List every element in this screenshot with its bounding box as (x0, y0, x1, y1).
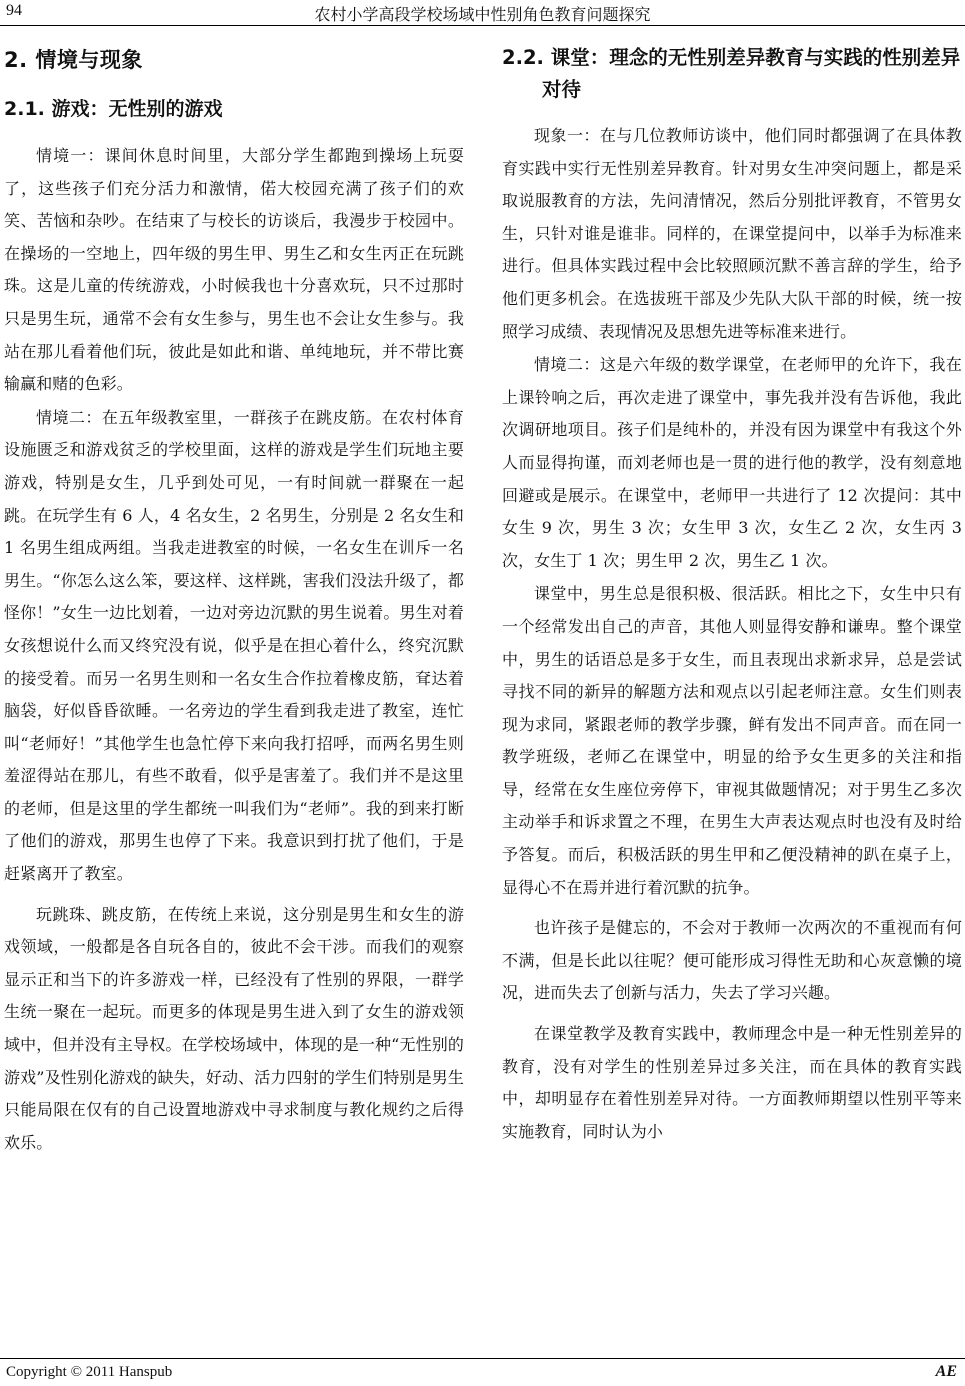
subsection-heading-classroom: 2.2. 课堂：理念的无性别差异教育与实践的性别差异对待 (502, 46, 961, 101)
paragraph: 玩跳珠、跳皮筋，在传统上来说，这分别是男生和女生的游戏领域，一般都是各自玩各自的，彼此不会干涉。而我们的观察显示正和当下的许多游戏一样，已经没有了性别的界限，一群学生统一聚在一起玩。而更多的体现是男生进入到了女生的游戏领域中，但并没有主导权。在学校场域中，体现的是一种“无性别的游戏”及性别化游戏的缺失，好动、活力四射的学生们特别是男生只能局限在仅有的自己设置地游戏中寻求制度与教化规约之后得欢乐。 (4, 904, 464, 1152)
footer-divider (0, 1358, 965, 1359)
header-divider (0, 25, 965, 26)
page-footer (0, 1358, 965, 1386)
section-heading: 2. 情境与现象 (4, 48, 143, 72)
page-number: 94 (6, 2, 22, 19)
copyright-notice: Copyright © 2011 Hanspub (6, 1364, 173, 1380)
paragraph: 在课堂教学及教育实践中，教师理念中是一种无性别差异的教育，没有对学生的性别差异过多关注，而在具体的教育实践中，却明显存在着性别差异对待。一方面教师期望以性别平等来实施教育，同时认为小 (502, 1024, 962, 1141)
running-title: 农村小学高段学校场域中性别角色教育问题探究 (314, 5, 651, 24)
paragraph: 也许孩子是健忘的，不会对于教师一次两次的不重视而有何不满，但是长此以往呢？便可能形成习得性无助和心灰意懒的境况，进而失去了创新与活力，失去了学习兴趣。 (502, 918, 962, 1003)
journal-abbreviation: AE (935, 1363, 957, 1380)
paragraph: 现象一：在与几位教师访谈中，他们同时都强调了在具体教育实践中实行无性别差异教育。针对男女生冲突问题上，都是采取说服教育的方法，先问清情况，然后分别批评教育，不管男女生，只针对谁是谁非。同样的，在课堂提问中，以举手为标准来进行。但具体实践过程中会比较照顾沉默不善言辞的学生，给予他们更多机会。在选拔班干部及少先队大队干部的时候，统一按照学习成绩、表现情况及思想先进等标准来进行。 (502, 126, 962, 341)
paragraph: 情境一：课间休息时间里，大部分学生都跑到操场上玩耍了，这些孩子们充分活力和激情，偌大校园充满了孩子们的欢笑、苦恼和杂吵。在结束了与校长的访谈后，我漫步于校园中。在操场的一空地上，四年级的男生甲、男生乙和女生丙正在玩跳珠。这是儿童的传统游戏，小时候我也十分喜欢玩，只不过那时只是男生玩，通常不会有女生参与，男生也不会让女生参与。我站在那儿看着他们玩，彼此是如此和谐、单纯地玩，并不带比赛输赢和赌的色彩。 (4, 146, 464, 394)
paragraph: 课堂中，男生总是很积极、很活跃。相比之下，女生中只有一个经常发出自己的声音，其他人则显得安静和谦卑。整个课堂中，男生的话语总是多于女生，而且表现出求新求异，总是尝试寻找不同的新异的解题方法和观点以引起老师注意。女生们则表现为求同，紧跟老师的教学步骤，鲜有发出不同声音。而在同一教学班级，老师乙在课堂中，明显的给予女生更多的关注和指导，经常在女生座位旁停下，审视其做题情况；对于男生乙多次主动举手和诉求置之不理，在男生大声表达观点时也没有及时给予答复。而后，积极活跃的男生甲和乙便没精神的趴在桌子上，显得心不在焉并进行着沉默的抗争。 (502, 584, 962, 897)
paragraph: 情境二：这是六年级的数学课堂，在老师甲的允许下，我在上课铃响之后，再次走进了课堂中，事先我并没有告诉他，我此次调研地项目。孩子们是纯朴的，并没有因为课堂中有我这个外人而显得拘谨，而刘老师也是一贯的进行他的教学，没有刻意地回避或是展示。在课堂中，老师甲一共进行了 12 次提问：其中女生 9 次，男生 3 次；女生甲 3 次，女生乙 2 次，女生丙 3 次，女生丁 1 次；男生甲 2 次，男生乙 1 次。 (502, 355, 962, 570)
page-header (0, 0, 965, 30)
paragraph: 情境二：在五年级教室里，一群孩子在跳皮筋。在农村体育设施匮乏和游戏贫乏的学校里面，这样的游戏是学生们玩地主要游戏，特别是女生，几乎到处可见，一有时间就一群聚在一起跳。在玩学生有 6 人，4 名女生，2 名男生，分别是 2 名女生和 1 名男生组成两组。当我走进教室的时候，一名女生在训斥一名男生。“你怎么这么笨，要这样、这样跳，害我们没法升级了，都怪你！”女生一边比划着，一边对旁边沉默的男生说着。男生对着女孩想说什么而又终究没有说，似乎是在担心着什么，终究沉默的接受着。而另一名男生则和一名女生合作拉着橡皮筋，耷达着脑袋，好似昏昏欲睡。一名旁边的学生看到我走进了教室，连忙叫“老师好！”其他学生也急忙停下来向我打招呼，而两名男生则羞涩得站在那儿，有些不敢看，似乎是害羞了。我们并不是这里的老师，但是这里的学生都统一叫我们为“老师”。我的到来打断了他们的游戏，那男生也停了下来。我意识到打扰了他们，于是赶紧离开了教室。 (4, 407, 464, 884)
right-column (502, 36, 962, 1149)
left-column (4, 36, 464, 1160)
subsection-heading-games: 2.1. 游戏：无性别的游戏 (4, 98, 223, 120)
